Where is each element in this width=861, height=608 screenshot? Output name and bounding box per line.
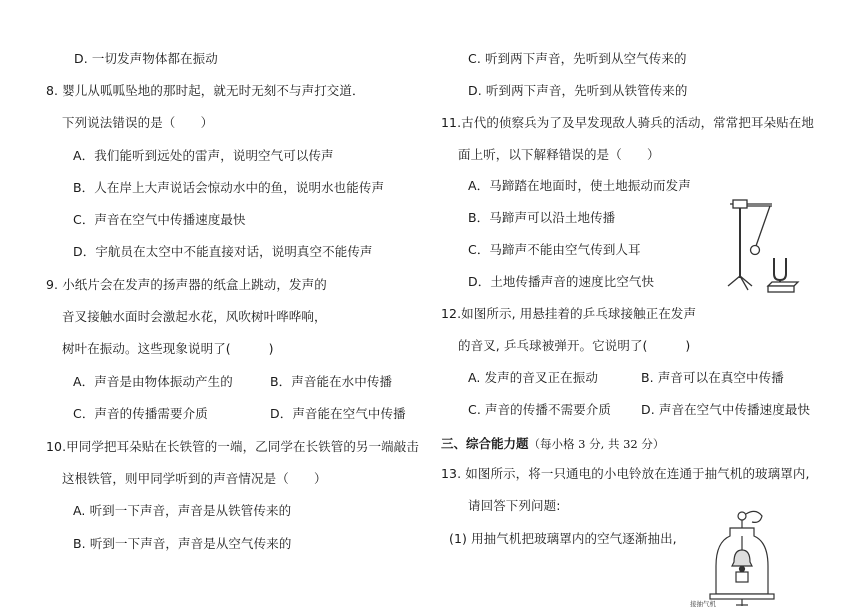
q8-option-c: C．声音在空气中传播速度最快 xyxy=(73,212,246,227)
q9-option-d: D．声音能在空气中传播 xyxy=(270,406,406,421)
q9-stem-cont-2: 树叶在振动。这些现象说明了( ) xyxy=(62,341,274,356)
q9-option-a: A．声音是由物体振动产生的 xyxy=(73,374,233,389)
section-title: 三、综合能力题 xyxy=(441,436,529,451)
q11-option-b: B．马蹄声可以沿土地传播 xyxy=(468,210,616,225)
q11-stem-cont: 面上听，以下解释错误的是（ ） xyxy=(458,147,660,162)
bell-jar-vacuum-figure xyxy=(690,506,776,608)
q10-stem: 10.甲同学把耳朵贴在长铁管的一端，乙同学在长铁管的另一端敲击 xyxy=(46,439,419,454)
q8-option-b: B．人在岸上大声说话会惊动水中的鱼，说明水也能传声 xyxy=(73,180,385,195)
q11-stem: 11.古代的侦察兵为了及早发现敌人骑兵的活动，常常把耳朵贴在地 xyxy=(441,115,814,130)
q9-stem-cont-1: 音叉接触水面时会激起水花，风吹树叶哗哗响， xyxy=(62,309,327,324)
q12-option-c: C. 声音的传播不需要介质 xyxy=(468,402,611,417)
q11-option-d: D．土地传播声音的速度比空气快 xyxy=(468,274,655,289)
q7-option-d: D. 一切发声物体都在振动 xyxy=(74,51,218,66)
tuning-fork-pendulum-figure xyxy=(722,188,812,296)
figure-label-pump: 接抽气机 xyxy=(690,600,716,608)
q8-option-d: D．宇航员在太空中不能直接对话，说明真空不能传声 xyxy=(73,244,373,259)
q12-stem-cont: 的音叉, 乒乓球被弹开。它说明了( ) xyxy=(458,338,691,353)
q11-option-c: C．马蹄声不能由空气传到人耳 xyxy=(468,242,641,257)
q8-stem-cont: 下列说法错误的是（ ） xyxy=(62,115,214,130)
q12-stem: 12.如图所示, 用悬挂着的乒乓球接触正在发声 xyxy=(441,306,697,321)
q8-stem: 8. 婴儿从呱呱坠地的那时起，就无时无刻不与声打交道． xyxy=(46,83,365,98)
q9-option-b: B．声音能在水中传播 xyxy=(270,374,393,389)
q12-option-d: D. 声音在空气中传播速度最快 xyxy=(641,402,811,417)
q12-option-a: A. 发声的音叉正在振动 xyxy=(468,370,598,385)
section-score-note: （每小格 3 分, 共 32 分） xyxy=(528,437,665,451)
q10-option-d: D. 听到两下声音，先听到从铁管传来的 xyxy=(468,83,688,98)
q9-option-c: C．声音的传播需要介质 xyxy=(73,406,208,421)
q10-option-b: B. 听到一下声音，声音是从空气传来的 xyxy=(73,536,292,551)
q13-stem: 13. 如图所示，将一只通电的小电铃放在连通于抽气机的玻璃罩内, xyxy=(441,466,810,481)
q13-part-1: (1) 用抽气机把玻璃罩内的空气逐渐抽出, xyxy=(449,531,677,546)
q12-option-b: B. 声音可以在真空中传播 xyxy=(641,370,784,385)
q13-stem-cont: 请回答下列问题: xyxy=(468,498,561,513)
q8-option-a: A．我们能听到远处的雷声，说明空气可以传声 xyxy=(73,148,334,163)
section-heading xyxy=(441,434,664,452)
q9-stem: 9. 小纸片会在发声的扬声器的纸盒上跳动，发声的 xyxy=(46,277,327,292)
q10-option-c: C. 听到两下声音，先听到从空气传来的 xyxy=(468,51,687,66)
q10-option-a: A. 听到一下声音，声音是从铁管传来的 xyxy=(73,503,292,518)
q11-option-a: A．马蹄踏在地面时，使土地振动而发声 xyxy=(468,178,691,193)
q10-stem-cont: 这根铁管，则甲同学听到的声音情况是（ ） xyxy=(62,471,327,486)
